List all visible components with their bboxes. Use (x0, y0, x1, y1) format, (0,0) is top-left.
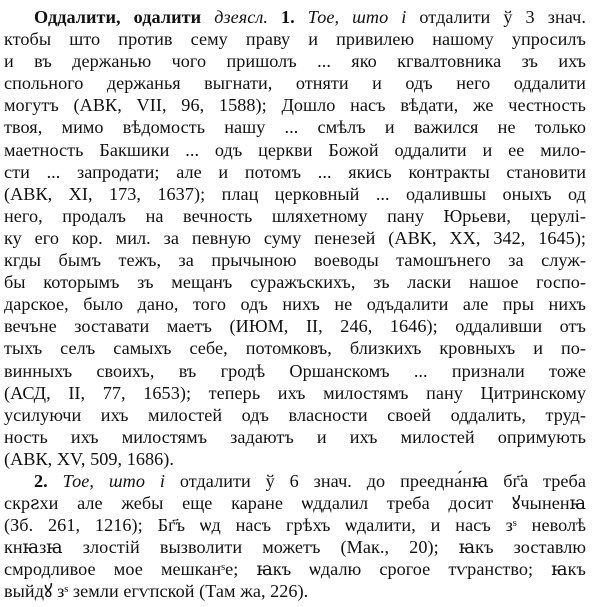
sense-1-line: ность ихъ милостямъ задаютъ и ихъ милостей опримують (4, 426, 586, 447)
dictionary-entry (4, 6, 586, 603)
sense-2-number: 2. (34, 470, 48, 491)
sense-1-line: сти ... запродати; але и потомъ ... якись контракты становити (4, 161, 586, 182)
sense-1-definition: Тое, што і (307, 7, 407, 27)
sense-2-gloss: отдалити ў 6 знач. (179, 470, 352, 491)
sense-1-line: могутъ (АВК, VII, 96, 1588); Дошло насъ вѣдати, же честность (4, 95, 586, 116)
sense-2-line: выйдꙋ зˢ земли егѵпской (Там жа, 226). (4, 581, 309, 602)
sense-1-line: твоя, мимо вѣдомость нашу ... смѣлъ и важился не только (4, 117, 586, 138)
sense-2-line: (Зб. 261, 1216); Бг҃ъ ѡд насъ грѣхъ ѡдалити, и насъ зˢ неволѣ (4, 515, 586, 536)
headword: Оддалити, одалити (34, 7, 202, 27)
sense-1-line: ку его кор. мил. за певную суму пенезей (АВК, XX, 342, 1645); (4, 227, 586, 248)
sense-1-line: и въ держанью чого пришолъ ... яко кгвалтовника зъ ихъ (4, 51, 586, 72)
sense-1-line: (АВК, XI, 173, 1637); плац церковный ... одалившы оныхъ од (4, 183, 586, 204)
sense-1-line: винныхъ своихъ, въ гродѣ Оршанскомъ ... признали тоже (4, 360, 586, 381)
sense-1-line: спольного держанья выгнати, отняти и одъ него оддалити (4, 73, 586, 94)
sense-1-number: 1. (280, 7, 295, 27)
entry-first-line (4, 6, 586, 28)
sense-2-first-line (4, 470, 586, 492)
sense-1-line: вечъне зоставати маетъ (ИЮМ, II, 246, 1646); оддаливши отъ (4, 316, 586, 337)
sense-1-line: ктобы што против сему праву и привилею нашому упросилъ (4, 29, 586, 50)
sense-1-line: него, продалъ на вечность шляхетному пану Юрьеви, церулі- (4, 205, 586, 226)
sense-2-line: смродливое мое мешканˢе; ꙗкъ ѡдалю срогое тѵранство; ꙗкъ (4, 559, 586, 580)
sense-2-first-rest: до преедна́нꙗ бг҃а треба (366, 470, 586, 491)
sense-1-line: кгды бымъ тежъ, за прычыною воеводы тамошънего за служ- (4, 250, 586, 271)
sense-1-line: усилуючи ихъ милостей одъ власности своей оддалить, труд- (4, 404, 586, 425)
sense-1-line: маетность Бакшики ... одъ церкви Божой оддалити и ее мило- (4, 139, 586, 160)
sense-1-gloss: отдалити ў 3 знач. (419, 7, 586, 27)
sense-2-definition: Тое, што і (62, 470, 165, 491)
sense-1-line: бы которымъ зъ мещанъ суражъскихъ, зъ ласки нашое госпо- (4, 272, 586, 293)
sense-1-line: дарское, было дано, того одъ нихъ не одъдалити але пры нихъ (4, 294, 586, 315)
sense-1-line: тыхъ селъ самыхъ себе, потомковъ, близкихъ кровныхъ и по- (4, 338, 586, 359)
part-of-speech: дзеясл. (214, 7, 268, 27)
sense-1-line: (АСД, II, 77, 1653); теперь ихъ милостямъ пану Цитринскому (4, 382, 586, 403)
sense-2-line: скрꙅхи але жебы еще каране ѡддалил треба досит ꙋчыненꙗ (4, 493, 586, 514)
sense-1-line: (АВК, XV, 509, 1686). (4, 448, 174, 469)
sense-2-line: кнꙗзꙗ злостій вызволити можетъ (Мак., 20); ꙗкъ зоставлю (4, 537, 586, 558)
